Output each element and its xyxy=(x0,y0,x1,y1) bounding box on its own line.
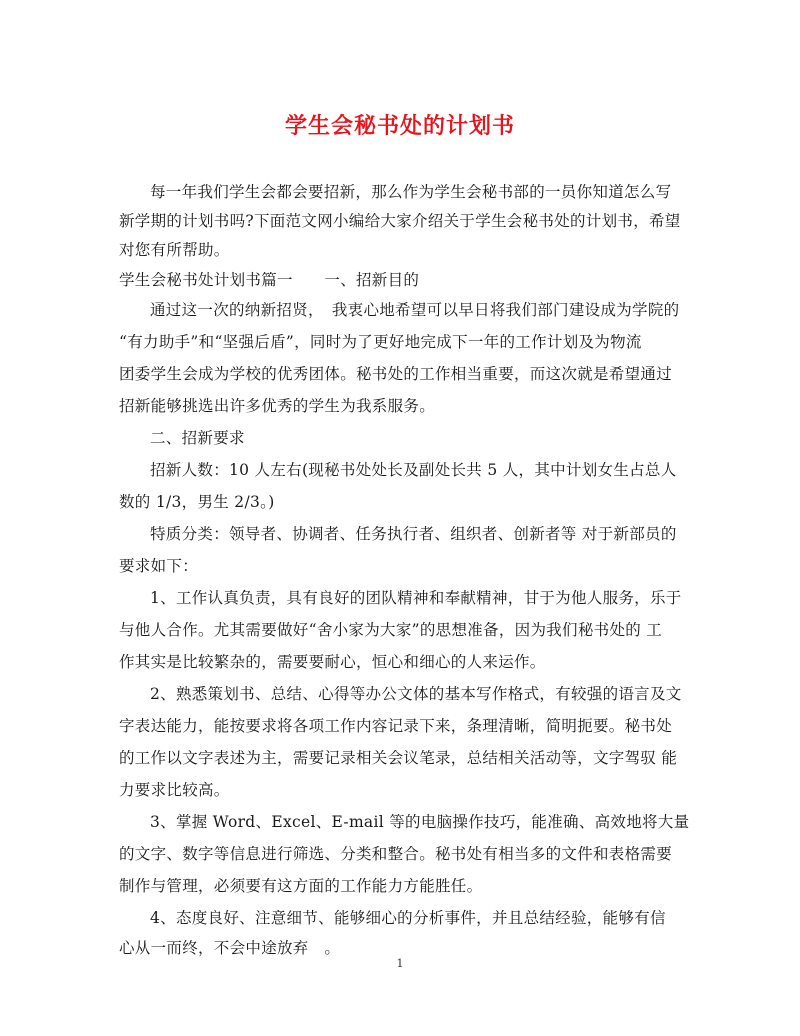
list-item-line: 3、掌握 Word、Excel、E-mail 等的电脑操作技巧，能准确、高效地将大量 xyxy=(150,813,690,831)
page-number: 1 xyxy=(396,957,404,970)
paragraph-line: 新学期的计划书吗?下面范文网小编给大家介绍关于学生会秘书处的计划书，希望 xyxy=(119,212,681,230)
list-item-line: 与他人合作。尤其需要做好“舍小家为大家”的思想准备，因为我们秘书处的 工 xyxy=(119,621,663,639)
section-heading-line: 二、招新要求 xyxy=(150,429,245,447)
paragraph-line: 数的 1/3，男生 2/3。) xyxy=(119,493,275,511)
list-item-line: 制作与管理，必须要有这方面的工作能力方能胜任。 xyxy=(119,877,483,895)
list-item-line: 力要求比较高。 xyxy=(119,781,230,799)
list-item-line: 1、工作认真负责，具有良好的团队精神和奉献精神，甘于为他人服务，乐于 xyxy=(150,589,682,607)
paragraph-line: 对您有所帮助。 xyxy=(119,241,230,259)
paragraph-line: 招新人数：10 人左右(现秘书处处长及副处长共 5 人，其中计划女生占总人 xyxy=(150,461,677,479)
list-item-line: 4、态度良好、注意细节、能够细心的分析事件，并且总结经验，能够有信 xyxy=(150,909,666,927)
list-item-line: 字表达能力，能按要求将各项工作内容记录下来，条理清晰，简明扼要。秘书处 xyxy=(119,717,673,735)
paragraph-line: 招新能够挑选出许多优秀的学生为我系服务。 xyxy=(119,397,436,415)
list-item-line: 作其实是比较繁杂的，需要要耐心，恒心和细心的人来运作。 xyxy=(119,653,546,671)
document-title: 学生会秘书处的计划书 xyxy=(284,113,515,139)
section-heading-line: 学生会秘书处计划书篇一 一、招新目的 xyxy=(119,271,420,289)
list-item-line: 2、熟悉策划书、总结、心得等办公文体的基本写作格式，有较强的语言及文 xyxy=(150,685,682,703)
list-item-line: 的文字、数字等信息进行筛选、分类和整合。秘书处有相当多的文件和表格需要 xyxy=(119,845,673,863)
paragraph-line: 通过这一次的纳新招贤， 我衷心地希望可以早日将我们部门建设成为学院的 xyxy=(150,301,680,319)
paragraph-line: 要求如下： xyxy=(119,557,199,575)
paragraph-line: 特质分类：领导者、协调者、任务执行者、组织者、创新者等 对于新部员的 xyxy=(150,525,677,543)
paragraph-line: 团委学生会成为学校的优秀团体。秘书处的工作相当重要，而这次就是希望通过 xyxy=(119,365,673,383)
list-item-line: 的工作以文字表述为主，需要记录相关会议笔录，总结相关活动等，文字驾驭 能 xyxy=(119,749,678,767)
list-item-line: 心从一而终，不会中途放弃 。 xyxy=(119,939,341,957)
paragraph-line: “有力助手”和“坚强后盾”，同时为了更好地完成下一年的工作计划及为物流 xyxy=(119,333,642,351)
paragraph-line: 每一年我们学生会都会要招新，那么作为学生会秘书部的一员你知道怎么写 xyxy=(150,183,672,201)
